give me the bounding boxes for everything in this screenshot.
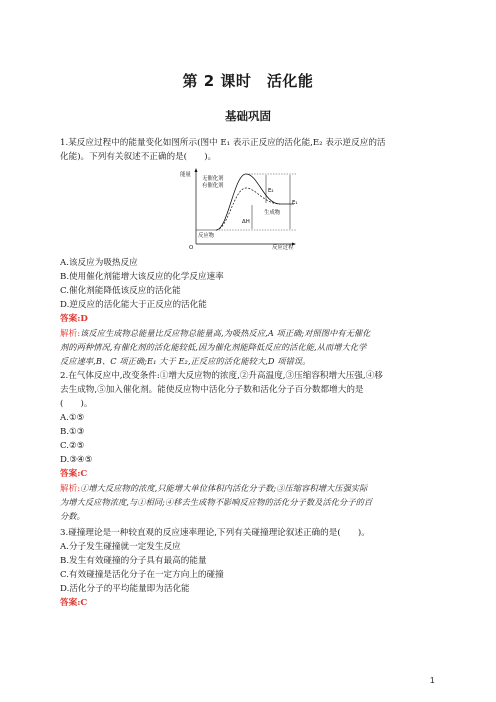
q2-option-b: B.①③ [60,427,85,437]
q1-option-b: B.使用催化剂能增大该反应的化学反应速率 [60,272,224,282]
q1-explanation-line-2: 剂的两种情况,有催化剂的活化能较低,因为催化剂能降低反应的活化能,从而增大化学 [60,342,367,352]
q3-option-a: A.分子发生碰撞就一定发生反应 [60,542,181,552]
q1-stem-line-2: 化能)。下列有关叙述不正确的是( )。 [60,152,217,162]
q2-explanation-text-1: ①增大反应物的浓度,只能增大单位体积内活化分子数;③压缩容积增大压强实际 [80,483,368,493]
q2-explanation-label: 解析: [60,484,81,494]
q1-explanation-line-1 [60,327,440,342]
q2-explanation-line-3: 分数。 [60,511,85,521]
q2-stem-line-2: 去生成物,⑤加入催化剂。能使反应物中活化分子数和活化分子百分数都增大的是 [60,385,364,395]
q2-answer: 答案:C [60,469,88,479]
q1-explanation-line-3: 反应速率,B、C 项正确;E₁ 大于 E₂,正反应的活化能较大,D 项错误。 [60,356,311,366]
q3-option-b: B.发生有效碰撞的分子具有最高的能量 [60,556,207,566]
page-title: 第 2 课时 活化能 [182,72,314,90]
q2-stem-line-1: 2.在气体反应中,改变条件:①增大反应物的浓度,②升高温度,③压缩容积增大压强,④移 [60,371,383,381]
section-heading: 基础巩固 [225,109,271,123]
q3-answer: 答案:C [60,598,88,608]
uncatalyzed-curve [216,174,294,230]
q3-stem-line-1: 3.碰撞理论是一种较直观的反应速率理论,下列有关碰撞理论叙述正确的是( )。 [60,528,370,538]
q1-option-a: A.该反应为吸热反应 [60,258,138,268]
y-axis-arrow [195,168,198,172]
x-axis-label: 反应过程 [272,245,294,250]
q2-option-a: A.①⑤ [60,413,85,423]
delta-h-label: ΔH [242,219,250,225]
q2-option-d: D.③④⑤ [60,455,93,465]
q2-option-c: C.②⑤ [60,441,85,451]
q1-explanation-text-1: 该反应生成物总能量比反应物总能量高,为吸热反应,A 项正确;对照图中有无催化 [80,328,371,338]
reactant-label: 反应物 [198,233,215,239]
uncatalyzed-label: 无催化剂 [202,176,224,182]
catalyzed-label: 有催化剂 [202,183,224,189]
q2-explanation-line-2: 为增大反应物浓度,与①相同;④移去生成物不影响反应物的活化分子数及活化分子的百 [60,497,373,507]
page-number: 1 [430,676,435,685]
energy-diagram [176,168,326,250]
q2-stem-line-3: ( )。 [60,399,93,409]
q3-option-c: C.有效碰撞是活化分子在一定方向上的碰撞 [60,570,224,580]
e2-label: E₂ [268,188,274,194]
q1-option-d: D.逆反应的活化能大于正反应的活化能 [60,300,207,310]
q2-explanation-line-1 [60,482,440,497]
q1-explanation-label: 解析: [60,329,81,339]
q3-option-d: D.活化分子的平均能量即为活化能 [60,584,190,594]
q1-answer: 答案:D [60,314,88,324]
q1-stem-line-1: 1.某反应过程中的能量变化如图所示(图中 E₁ 表示正反应的活化能,E₂ 表示逆反应的活 [60,138,386,148]
y-axis-label: 能量 [180,172,191,178]
product-label: 生成物 [264,210,281,216]
q1-option-c: C.催化剂能降低该反应的活化能 [60,286,181,296]
origin-label: O [189,245,194,250]
e1-label: E₁ [292,200,298,206]
